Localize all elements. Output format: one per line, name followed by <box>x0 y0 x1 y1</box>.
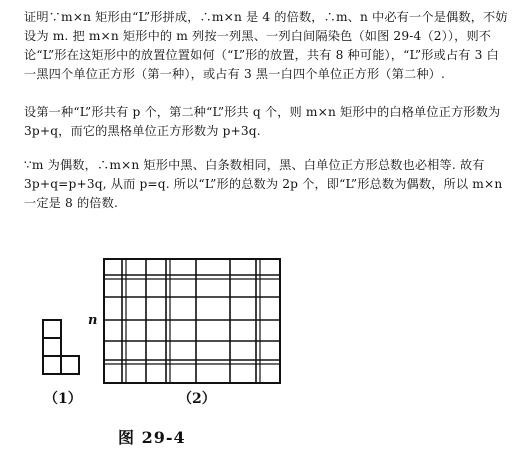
proof-paragraph-2: 设第一种“L”形共有 p 个，第二种“L”形共 q 个，则 m×n 矩形中的白格单位正方形数为 3p+q，而它的黑格单位正方形数为 p+3q. <box>24 105 501 138</box>
paragraph-spacer <box>24 141 508 156</box>
dimension-n-label: n <box>88 313 98 328</box>
figure-2-label: （2） <box>178 391 216 407</box>
paragraph-spacer <box>24 84 508 103</box>
figure-caption: 图 29-4 <box>118 428 186 447</box>
proof-paragraph-3: ∵m 为偶数，∴m×n 矩形中黑、白条数相同，黑、白单位正方形总数也必相等. 故有 3p+q=p+3q, 从而 p=q. 所以“L”形的总数为 2p 个，即“L”形总数为偶数，所以 m×n 一定是 8 的倍数. <box>24 158 503 210</box>
proof-paragraph-1: 证明∵m×n 矩形由“L”形拼成，∴m×n 是 4 的倍数，∴m、n 中必有一个是偶数，不妨设为 m. 把 m×n 矩形中的 m 列按一列黑、一列白间隔染色（如图 29-4（2）），则不论“L”形在这矩形中的放置位置如何（“L”形的放置，共有 8 种可能），“L”形或占有 3 白一黑四个单位正方形（第一种），或占有 3 黑一白四个单位正方形（第二种）. <box>24 10 508 81</box>
figure-1-label: （1） <box>44 391 82 407</box>
